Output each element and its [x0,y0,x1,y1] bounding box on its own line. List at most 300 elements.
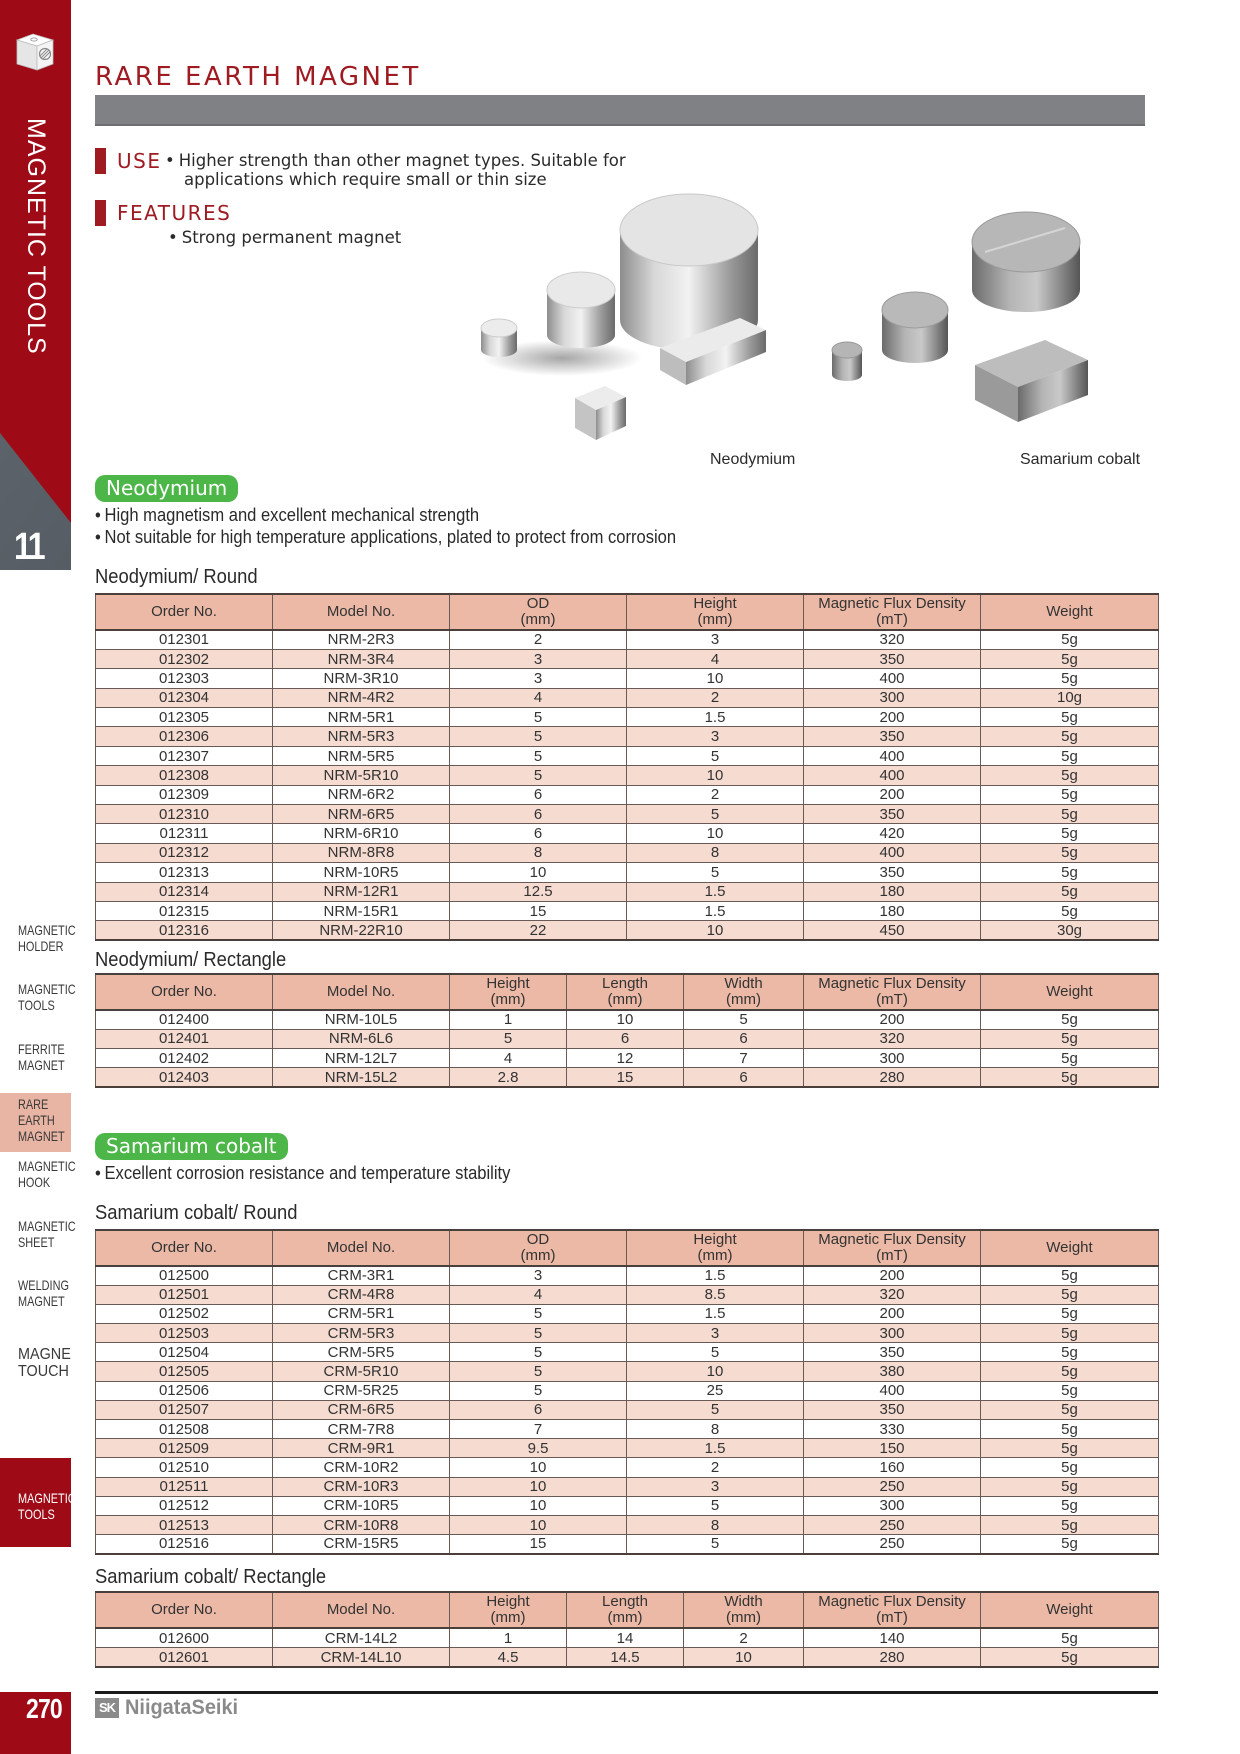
table-cell: NRM-2R3 [273,630,450,649]
table-cell: 400 [804,843,981,862]
table-cell: 2 [450,630,627,649]
table-cell: 5 [450,1381,627,1400]
table-row [96,1010,1159,1029]
table-cell: 10 [450,863,627,882]
table-cell: CRM-6R5 [273,1400,450,1419]
table-cell: 5g [981,766,1159,785]
table-cell: 5g [981,1477,1159,1496]
column-header-label: (mm) [697,611,733,628]
nav-label: MAGNETIC [18,1218,76,1234]
table-cell: 4 [450,1285,627,1304]
table-cell: 5g [981,1010,1159,1029]
features-text-line: • Strong permanent magnet [168,228,401,248]
table-row [96,1362,1159,1381]
table-cell: 5g [981,1068,1159,1087]
table-cell: 320 [804,1285,981,1304]
column-header-label: Length [602,975,648,992]
table-header-row [96,594,1159,630]
footer-rule [95,1691,1158,1694]
column-header [684,1592,804,1628]
table-cell: 400 [804,1381,981,1400]
samarium-cobalt-magnets [832,212,1088,422]
column-header-label: (mT) [876,611,908,628]
table-cell: 2 [627,1458,804,1477]
column-header-label: (mm) [726,1609,761,1626]
table-cell: CRM-5R5 [273,1343,450,1362]
table-cell: 5 [450,1362,627,1381]
nav-label: TOOLS [18,1506,55,1522]
table-cell: 012504 [96,1343,273,1362]
table-cell: 5g [981,805,1159,824]
nav-item-magnetic-tools[interactable] [18,981,76,1013]
use-text-line: applications which require small or thin size [184,170,547,189]
table-cell: 6 [450,785,627,804]
table-cell: 5 [627,805,804,824]
column-header [96,1230,273,1266]
column-header [981,974,1159,1010]
table-row [96,688,1159,707]
table-cell: 5 [627,1343,804,1362]
table-cell: 5g [981,1362,1159,1381]
table-cell: CRM-10R3 [273,1477,450,1496]
nav-label: TOOLS [18,997,55,1013]
table-cell: 12.5 [450,882,627,901]
table-cell: 10 [627,921,804,940]
table-row [96,1324,1159,1343]
table-cell: CRM-9R1 [273,1439,450,1458]
features-marker [95,200,106,226]
table-cell: 3 [627,630,804,649]
table-cell: 8 [450,843,627,862]
table-cell: 6 [684,1068,804,1087]
nav-item-magne-touch[interactable] [18,1346,71,1380]
table-cell: 012312 [96,843,273,862]
table-cell: 1.5 [627,1439,804,1458]
table-cell: 400 [804,746,981,765]
photo-label-samarium-cobalt: Samarium cobalt [1020,451,1141,468]
table-cell: 10g [981,688,1159,707]
table-cell: 5g [981,1439,1159,1458]
column-header [804,594,981,630]
column-header-label: Order No. [151,1239,217,1256]
table-cell: 22 [450,921,627,940]
table-cell: 5g [981,882,1159,901]
table-cell: 5g [981,785,1159,804]
table-header-row [96,1592,1159,1628]
table-cell: 012505 [96,1362,273,1381]
nav-item-magnetic-hook[interactable] [18,1158,76,1190]
neodymium-magnets [481,194,766,440]
table-cell: CRM-14L10 [273,1648,450,1668]
table-cell: 5g [981,630,1159,649]
table-cell: 012308 [96,766,273,785]
table-cell: 10 [450,1477,627,1496]
samarium-cobalt-bullet: • Excellent corrosion resistance and temperature stability [95,1163,510,1183]
table-row [96,1420,1159,1439]
table-cell: 1.5 [627,901,804,920]
nav-label: FERRITE [18,1041,65,1057]
column-header-label: Order No. [151,983,217,1000]
table-cell: 1.5 [627,1266,804,1285]
samarium-cobalt-rectangle-title: Samarium cobalt/ Rectangle [95,1566,327,1588]
table-cell: 400 [804,766,981,785]
table-cell: 5g [981,1029,1159,1048]
column-header-label: Magnetic Flux Density [818,1231,966,1248]
table-cell: NRM-12R1 [273,882,450,901]
table-cell: 5g [981,1266,1159,1285]
table-cell: 5 [450,766,627,785]
neodymium-badge: Neodymium [95,475,238,502]
table-cell: 012601 [96,1648,273,1668]
table-cell: 012305 [96,708,273,727]
table-cell: 5g [981,1515,1159,1534]
column-header [567,974,684,1010]
table-cell: 280 [804,1648,981,1668]
table-row [96,1458,1159,1477]
table-cell: NRM-3R10 [273,669,450,688]
table-cell: 330 [804,1420,981,1439]
column-header [273,594,450,630]
table-cell: 5g [981,727,1159,746]
table-cell: 012508 [96,1420,273,1439]
neodymium-bullet: • High magnetism and excellent mechanical strength [95,505,479,525]
table-row [96,785,1159,804]
table-cell: CRM-5R25 [273,1381,450,1400]
table-cell: 250 [804,1535,981,1554]
brand-logo [95,1697,244,1719]
table-cell: NRM-5R1 [273,708,450,727]
table-row [96,746,1159,765]
table-cell: 3 [450,1266,627,1285]
column-header-label: Weight [1046,603,1093,620]
nav-item-magnetic-holder[interactable] [18,922,76,954]
table-cell: CRM-7R8 [273,1420,450,1439]
table-cell: 6 [450,805,627,824]
nav-label: SHEET [18,1234,55,1250]
table-cell: 1 [450,1628,567,1648]
table-cell: 1.5 [627,708,804,727]
features-label: FEATURES [117,201,232,225]
table-cell: 4.5 [450,1648,567,1668]
table-cell: NRM-15L2 [273,1068,450,1087]
table-cell: 8 [627,1420,804,1439]
table-cell: 012304 [96,688,273,707]
table-cell: 5 [627,863,804,882]
table-cell: 2 [627,688,804,707]
table-cell: 5 [450,1324,627,1343]
neodymium-round-table [95,593,1159,941]
nav-label: MAGNE [18,1346,71,1363]
table-cell: 5g [981,1285,1159,1304]
column-header [273,974,450,1010]
table-row [96,1285,1159,1304]
table-row [96,1381,1159,1400]
neodymium-rectangle-title: Neodymium/ Rectangle [95,949,287,971]
table-row [96,805,1159,824]
nav-label: MAGNETIC [18,1158,76,1174]
table-cell: NRM-15R1 [273,901,450,920]
use-text-line: • Higher strength than other magnet types. Suitable for [165,151,626,171]
nav-label: MAGNETIC [18,922,76,938]
table-cell: 5 [450,708,627,727]
table-cell: 350 [804,863,981,882]
nav-label: WELDING [18,1277,69,1293]
table-cell: 2 [627,785,804,804]
table-cell: 5g [981,843,1159,862]
table-cell: 350 [804,1343,981,1362]
table-row [96,1496,1159,1515]
column-header [450,1230,627,1266]
table-cell: 10 [450,1496,627,1515]
table-row [96,1068,1159,1087]
column-header-label: Order No. [151,1601,217,1618]
table-cell: 5 [450,1304,627,1323]
table-row [96,708,1159,727]
table-header-row [96,1230,1159,1266]
table-cell: 5 [627,1400,804,1419]
table-cell: 1.5 [627,882,804,901]
table-cell: 200 [804,708,981,727]
table-row [96,1049,1159,1068]
table-cell: 4 [450,688,627,707]
samarium-cobalt-rectangle-table [95,1591,1159,1668]
table-cell: 4 [627,649,804,668]
table-cell: 6 [450,1400,627,1419]
table-cell: NRM-10L5 [273,1010,450,1029]
table-row [96,1304,1159,1323]
table-row [96,669,1159,688]
table-row [96,1477,1159,1496]
table-cell: 5 [450,1343,627,1362]
nav-item-welding-magnet[interactable] [18,1277,69,1309]
column-header-label: Weight [1046,1601,1093,1618]
column-header-label: Model No. [326,603,396,620]
table-cell: 5 [450,1029,567,1048]
table-cell: 012303 [96,669,273,688]
column-header-label: (mm) [697,1247,733,1264]
neodymium-round-title: Neodymium/ Round [95,566,258,588]
table-cell: NRM-6L6 [273,1029,450,1048]
table-cell: 6 [567,1029,684,1048]
table-cell: 5 [627,746,804,765]
table-cell: NRM-5R5 [273,746,450,765]
table-cell: NRM-4R2 [273,688,450,707]
table-cell: 30g [981,921,1159,940]
table-cell: 8 [627,843,804,862]
table-row [96,727,1159,746]
table-cell: 012311 [96,824,273,843]
table-cell: NRM-6R5 [273,805,450,824]
table-row [96,766,1159,785]
column-header [96,974,273,1010]
table-cell: 012307 [96,746,273,765]
table-row [96,1266,1159,1285]
table-cell: 012400 [96,1010,273,1029]
table-cell: NRM-22R10 [273,921,450,940]
column-header-label: OD [526,1231,550,1248]
neodymium-bullet: • Not suitable for high temperature applications, plated to protect from corrosion [95,527,676,547]
use-label: USE [117,149,162,173]
table-cell: 10 [567,1010,684,1029]
table-cell: 012500 [96,1266,273,1285]
table-cell: 200 [804,1266,981,1285]
column-header-label: (mm) [726,991,761,1008]
table-cell: 300 [804,1324,981,1343]
table-cell: 5g [981,669,1159,688]
table-cell: 7 [684,1049,804,1068]
samarium-cobalt-round-table [95,1229,1159,1555]
table-cell: 10 [450,1515,627,1534]
table-cell: 5g [981,1343,1159,1362]
table-cell: 2 [684,1628,804,1648]
photo-label-neodymium: Neodymium [710,451,796,468]
table-cell: 5g [981,863,1159,882]
table-cell: 012600 [96,1628,273,1648]
table-row [96,630,1159,649]
column-header [684,974,804,1010]
table-cell: 5g [981,1381,1159,1400]
table-cell: CRM-10R2 [273,1458,450,1477]
table-cell: 180 [804,901,981,920]
table-row [96,649,1159,668]
column-header-label: Magnetic Flux Density [818,1593,966,1610]
column-header-label: Model No. [326,1239,396,1256]
table-cell: 400 [804,669,981,688]
column-header [96,1592,273,1628]
brand-logo-text: NiigataSeiki [125,1696,239,1719]
table-header-row [96,974,1159,1010]
table-cell: CRM-3R1 [273,1266,450,1285]
table-cell: 200 [804,785,981,804]
nav-item-rare-earth-magnet[interactable] [18,1096,65,1144]
table-row [96,1515,1159,1534]
table-cell: 5g [981,1458,1159,1477]
brand-logo-mark: SK [95,1698,119,1718]
table-cell: NRM-10R5 [273,863,450,882]
column-header-label: Magnetic Flux Density [818,595,966,612]
table-cell: 15 [450,1535,627,1554]
use-marker [95,148,106,174]
page-title: RARE EARTH MAGNET [95,62,421,92]
table-cell: NRM-8R8 [273,843,450,862]
table-cell: NRM-6R10 [273,824,450,843]
table-cell: 012310 [96,805,273,824]
column-header-label: Width [724,1593,763,1610]
table-cell: 5 [627,1535,804,1554]
column-header-label: Model No. [326,983,396,1000]
table-cell: 15 [450,901,627,920]
column-header [804,974,981,1010]
table-cell: 15 [567,1068,684,1087]
chapter-title [18,118,54,355]
nav-section-magnetic-tools[interactable] [18,1490,76,1522]
nav-item-magnetic-sheet[interactable] [18,1218,76,1250]
nav-label: RARE [18,1096,49,1112]
table-cell: 5g [981,1420,1159,1439]
table-cell: 9.5 [450,1439,627,1458]
table-row [96,901,1159,920]
table-row [96,1029,1159,1048]
table-cell: 012316 [96,921,273,940]
table-cell: 012511 [96,1477,273,1496]
column-header-label: Order No. [151,603,217,620]
table-cell: 012501 [96,1285,273,1304]
table-row [96,843,1159,862]
column-header-label: OD [526,595,550,612]
title-bar [95,95,1145,126]
table-cell: 012506 [96,1381,273,1400]
table-cell: 3 [627,1477,804,1496]
table-cell: CRM-14L2 [273,1628,450,1648]
table-cell: NRM-3R4 [273,649,450,668]
samarium-cobalt-round-title: Samarium cobalt/ Round [95,1202,298,1224]
chapter-number: 11 [14,526,44,568]
table-cell: 012402 [96,1049,273,1068]
table-cell: 012403 [96,1068,273,1087]
table-row [96,1400,1159,1419]
nav-label: TOUCH [18,1363,69,1380]
table-cell: 4 [450,1049,567,1068]
nav-label: MAGNET [18,1057,65,1073]
table-cell: 300 [804,1496,981,1515]
column-header-label: (mT) [876,991,908,1008]
column-header [627,594,804,630]
table-cell: 5g [981,1049,1159,1068]
table-cell: 5g [981,746,1159,765]
column-header-label: (mm) [490,1609,526,1626]
nav-item-ferrite-magnet[interactable] [18,1041,65,1073]
table-cell: 350 [804,649,981,668]
table-cell: 012313 [96,863,273,882]
table-cell: CRM-5R3 [273,1324,450,1343]
table-cell: NRM-5R3 [273,727,450,746]
table-cell: 8.5 [627,1285,804,1304]
column-header-label: Model No. [326,1601,396,1618]
table-cell: 5g [981,1304,1159,1323]
table-row [96,1343,1159,1362]
table-cell: 5g [981,1496,1159,1515]
column-header-label: (mm) [520,611,556,628]
table-cell: 012306 [96,727,273,746]
table-cell: 012507 [96,1400,273,1419]
table-row [96,882,1159,901]
neodymium-rectangle-table [95,973,1159,1088]
table-cell: 200 [804,1010,981,1029]
magnets-photo [420,190,1160,475]
nav-label: MAGNET [18,1128,65,1144]
table-cell: CRM-15R5 [273,1535,450,1554]
column-header-label: Height [486,975,530,992]
nav-label: MAGNETIC [18,1490,76,1506]
column-header-label: Magnetic Flux Density [818,975,966,992]
column-header [981,1592,1159,1628]
table-cell: 3 [450,669,627,688]
column-header [450,974,567,1010]
column-header [273,1230,450,1266]
table-cell: 3 [627,1324,804,1343]
nav-label: HOOK [18,1174,51,1190]
column-header [96,594,273,630]
table-cell: 3 [450,649,627,668]
nav-label: EARTH [18,1112,55,1128]
column-header [567,1592,684,1628]
table-cell: 10 [627,1362,804,1381]
column-header-label: Length [602,1593,648,1610]
samarium-cobalt-badge: Samarium cobalt [95,1133,288,1160]
column-header-label: (mm) [520,1247,556,1264]
table-cell: 2.8 [450,1068,567,1087]
nav-label: HOLDER [18,938,64,954]
